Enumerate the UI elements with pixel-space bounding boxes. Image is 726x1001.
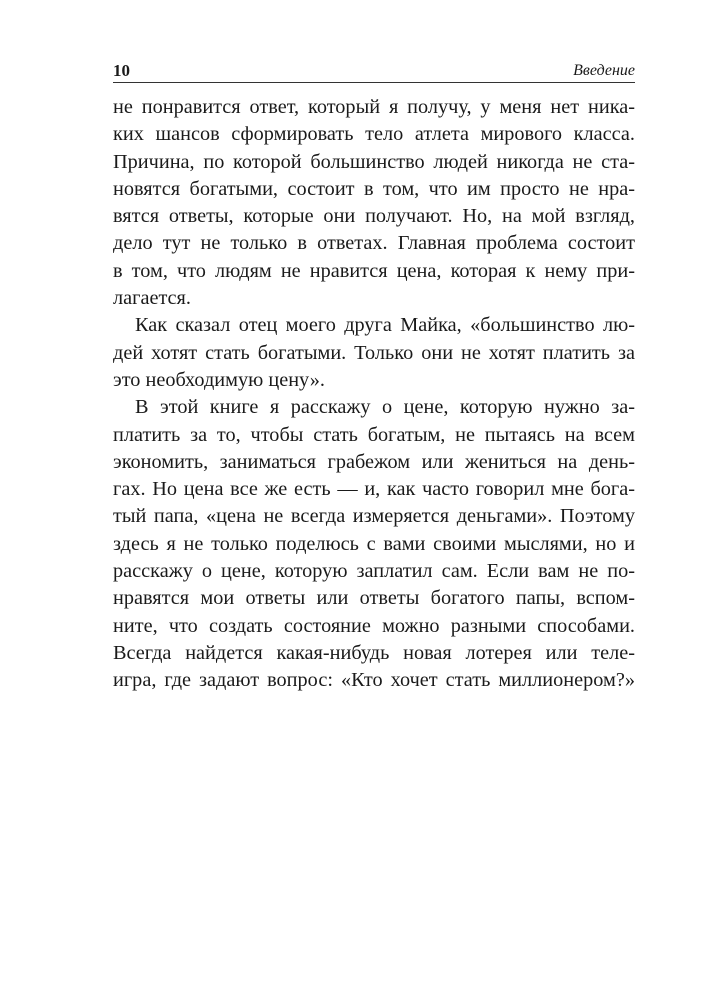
text-line: ких шансов сформировать тело атлета мирового класса. bbox=[113, 123, 635, 146]
text-line: Как сказал отец моего друга Майка, «большинство лю- bbox=[135, 314, 635, 337]
text-line: дело тут не только в ответах. Главная проблема состоит bbox=[113, 232, 635, 255]
text-line: в том, что людям не нравится цена, которая к нему при- bbox=[113, 259, 635, 282]
text-line: экономить, заниматься грабежом или жениться на день- bbox=[113, 450, 635, 473]
text-line: вятся ответы, которые они получают. Но, на мой взгляд, bbox=[113, 205, 635, 228]
text-line: расскажу о цене, которую заплатил сам. Если вам не по- bbox=[113, 560, 635, 583]
text-line: новятся богатыми, состоит в том, что им просто не нра- bbox=[113, 177, 635, 200]
text-line: нравятся мои ответы или ответы богатого папы, вспом- bbox=[113, 587, 635, 610]
text-line: не понравится ответ, который я получу, у меня нет ника- bbox=[113, 96, 635, 118]
text-line: В этой книге я расскажу о цене, которую нужно за- bbox=[135, 396, 635, 419]
body-text bbox=[113, 94, 635, 695]
text-line: гах. Но цена все же есть — и, как часто говорил мне бога- bbox=[113, 478, 635, 501]
text-line: лагается. bbox=[113, 287, 191, 310]
text-line: Причина, по которой большинство людей никогда не ста- bbox=[113, 150, 635, 173]
page-number: 10 bbox=[113, 61, 130, 80]
page-header bbox=[113, 58, 635, 83]
text-line: Всегда найдется какая-нибудь новая лотерея или теле- bbox=[113, 641, 635, 664]
paragraph-continuation bbox=[113, 94, 635, 312]
paragraph-quote-mike-father bbox=[113, 312, 635, 394]
text-line: тый папа, «цена не всегда измеряется деньгами». Поэтому bbox=[113, 505, 635, 528]
text-line: это необходимую цену». bbox=[113, 368, 325, 391]
text-line: дей хотят стать богатыми. Только они не хотят платить за bbox=[113, 341, 635, 364]
text-line: платить за то, чтобы стать богатым, не пытаясь на всем bbox=[113, 423, 635, 446]
running-title: Введение bbox=[573, 62, 635, 79]
text-line: ните, что создать состояние можно разными способами. bbox=[113, 614, 635, 637]
text-line: здесь я не только поделюсь с вами своими мыслями, но и bbox=[113, 532, 635, 555]
text-line: игра, где задают вопрос: «Кто хочет стать миллионером?» bbox=[113, 669, 635, 692]
paragraph-price-of-wealth bbox=[113, 394, 635, 694]
